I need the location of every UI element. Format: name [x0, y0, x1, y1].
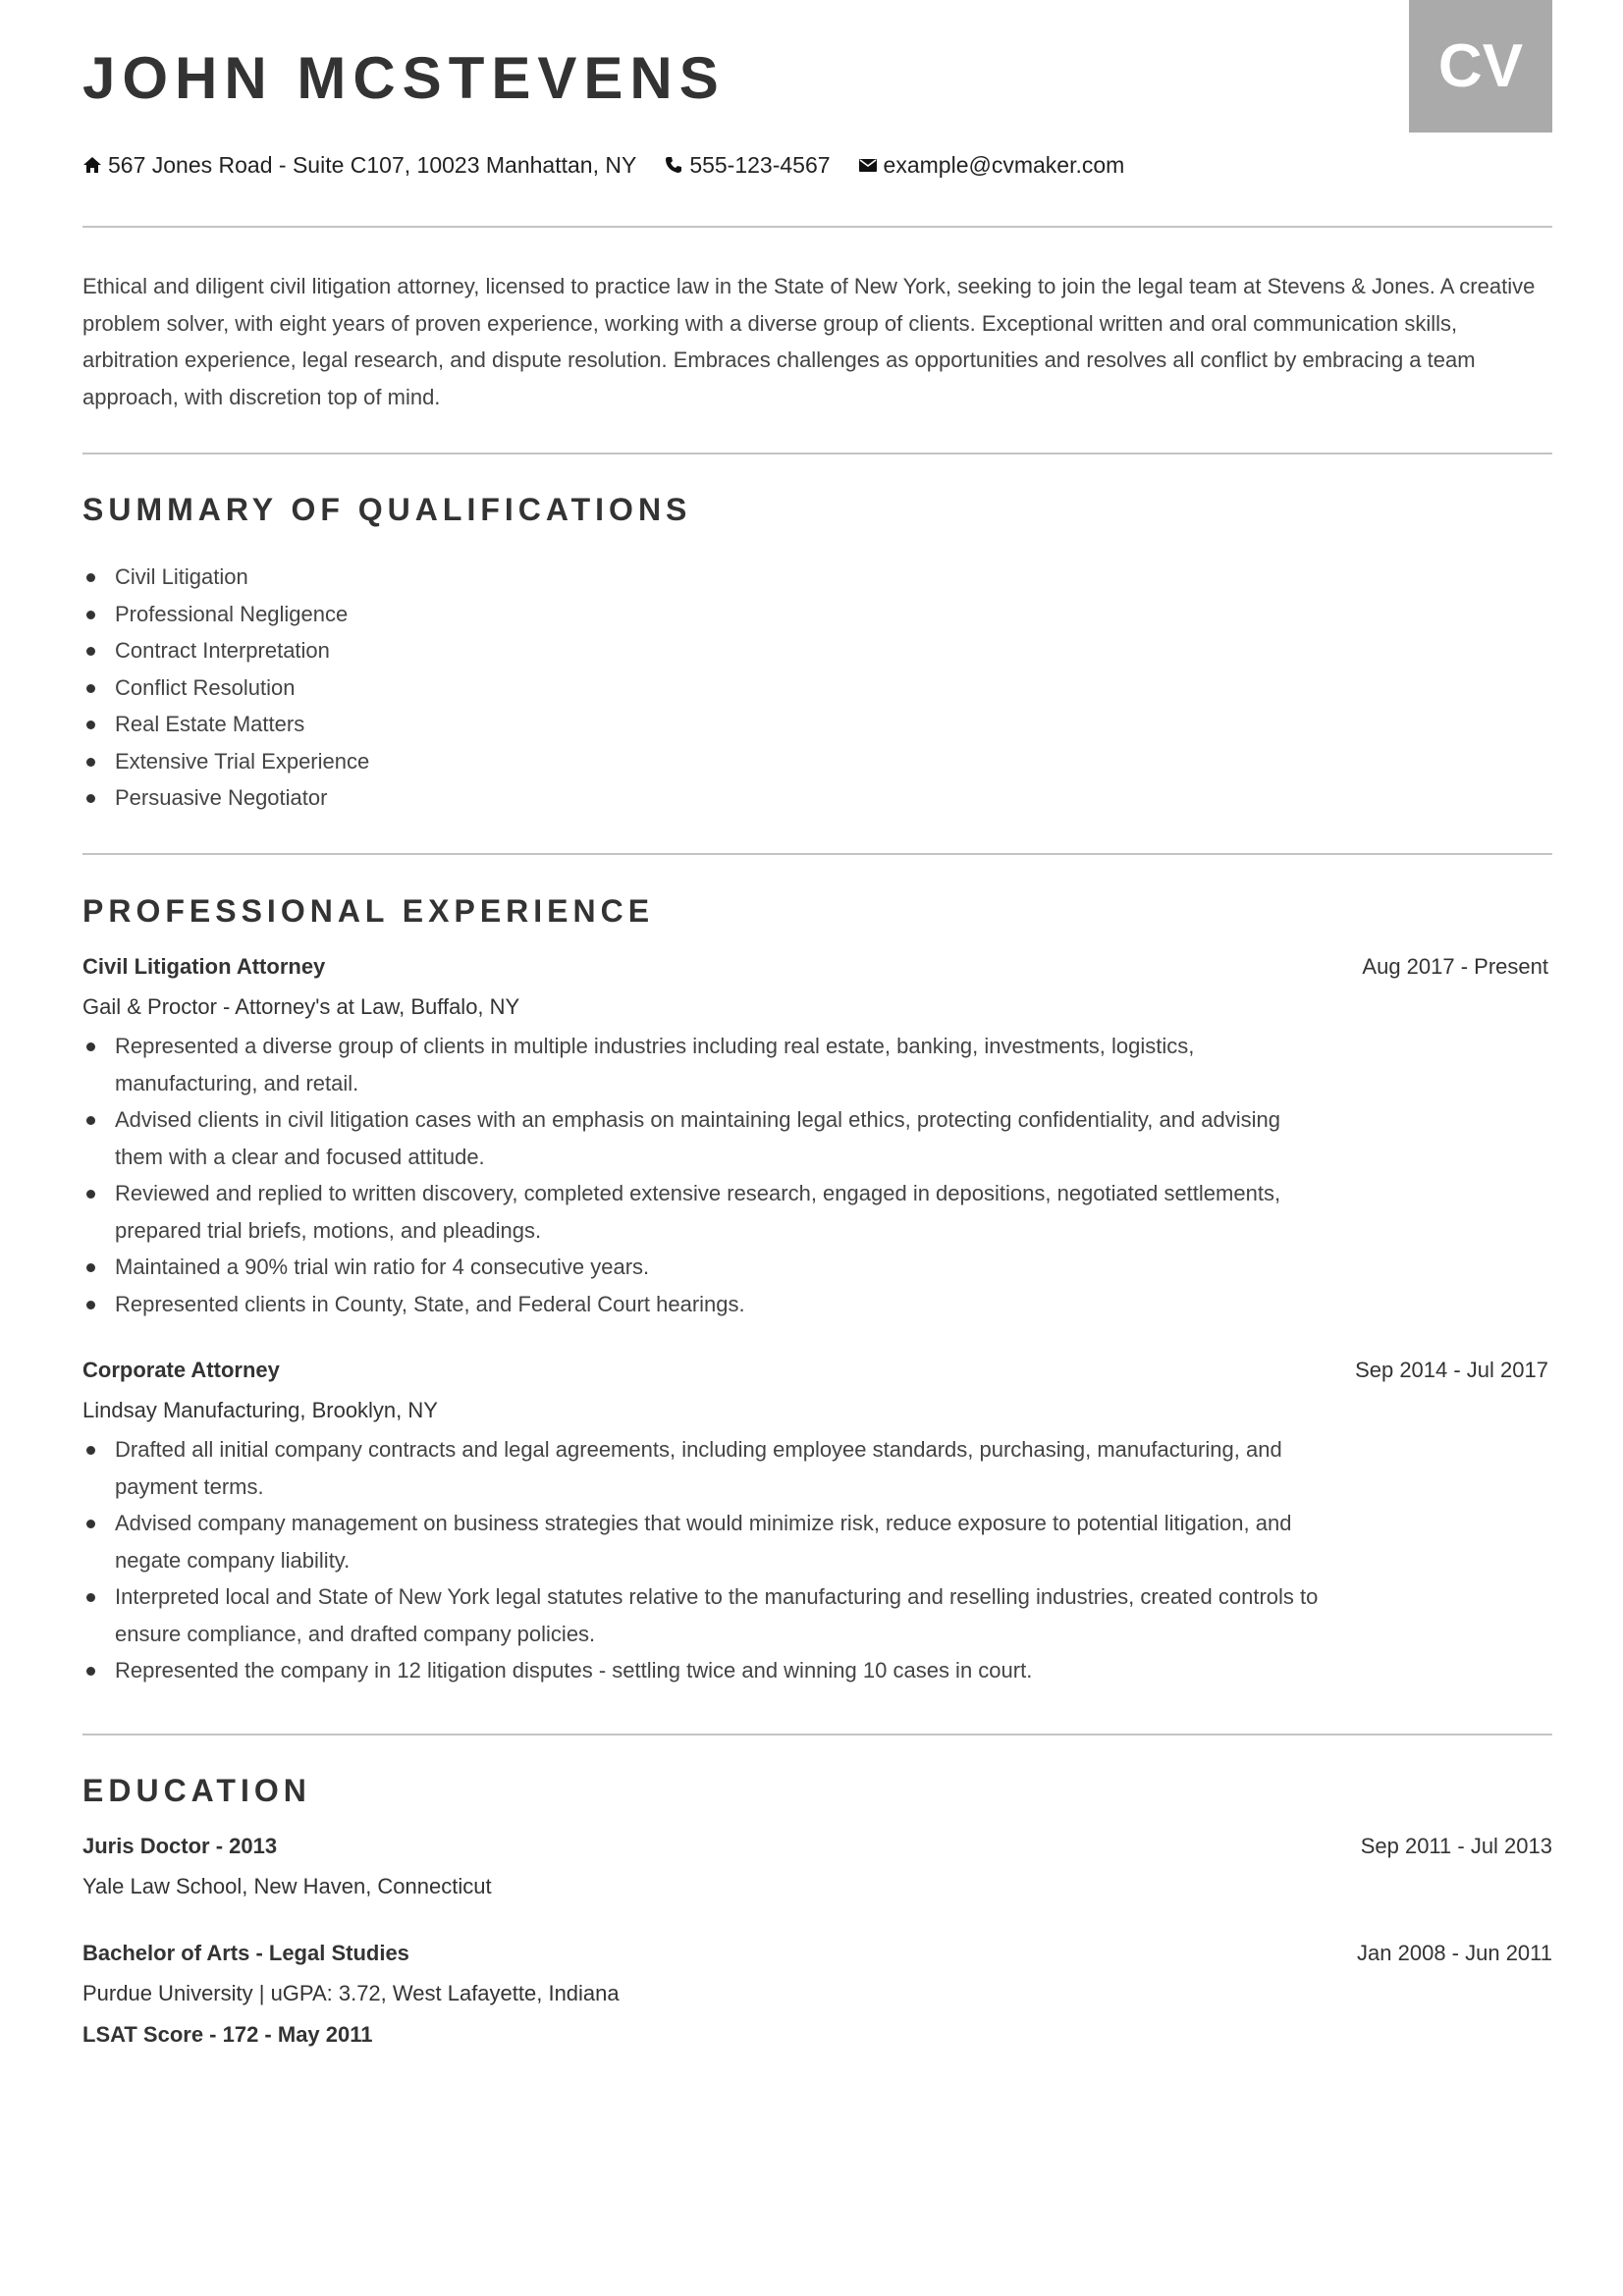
divider: [82, 453, 1552, 454]
list-item: Contract Interpretation: [82, 632, 1552, 669]
address: [82, 149, 636, 181]
home-icon: [82, 155, 102, 175]
job-entry: [82, 1351, 1552, 1689]
cv-badge: CV: [1409, 0, 1552, 133]
phone-icon: [664, 155, 683, 175]
phone: [664, 149, 830, 181]
list-item: Represented the company in 12 litigation disputes - settling twice and winning 10 cases in court.: [82, 1652, 1320, 1689]
degree: Bachelor of Arts - Legal Studies: [82, 1941, 409, 1965]
divider: [82, 853, 1552, 855]
list-item: Persuasive Negotiator: [82, 779, 1552, 817]
envelope-icon: [858, 155, 878, 175]
school: Purdue University | uGPA: 3.72, West Lafayette, Indiana: [82, 1981, 620, 2005]
list-item: Maintained a 90% trial win ratio for 4 consecutive years.: [82, 1249, 1320, 1286]
list-item: Advised company management on business strategies that would minimize risk, reduce exposure to potential litigation, and negate company liability.: [82, 1505, 1320, 1578]
divider: [82, 1734, 1552, 1735]
job-bullets: [82, 1028, 1320, 1322]
list-item: Real Estate Matters: [82, 706, 1552, 743]
email: [858, 149, 1125, 181]
lsat-score: LSAT Score - 172 - May 2011: [82, 2022, 373, 2047]
job-title: Civil Litigation Attorney: [82, 954, 326, 979]
job-dates: Aug 2017 - Present: [1362, 954, 1548, 979]
education-dates: Jan 2008 - Jun 2011: [1357, 1941, 1552, 1965]
job-bullets: [82, 1431, 1320, 1689]
list-item: Conflict Resolution: [82, 669, 1552, 707]
job-company: Lindsay Manufacturing, Brooklyn, NY: [82, 1398, 438, 1422]
contact-info: [82, 149, 1552, 181]
job-title: Corporate Attorney: [82, 1358, 280, 1382]
profile-summary: Ethical and diligent civil litigation attorney, licensed to practice law in the State of New York, seeking to join the legal team at Stevens & Jones. A creative problem solver, with eight years of proven experience, working with a diverse group of clients. Exceptional written and oral communication skills, arbitration experience, legal research, and dispute resolution. Embraces challenges as opportunities and resolves all conflict by embracing a team approach, with discretion top of mind.: [82, 274, 1536, 409]
school: Yale Law School, New Haven, Connecticut: [82, 1874, 492, 1898]
education-dates: Sep 2011 - Jul 2013: [1360, 1834, 1552, 1858]
candidate-name: JOHN MCSTEVENS: [82, 45, 726, 111]
education-heading: EDUCATION: [82, 1773, 311, 1808]
job-dates: Sep 2014 - Jul 2017: [1355, 1358, 1548, 1382]
list-item: Drafted all initial company contracts and legal agreements, including employee standards, purchasing, manufacturing, and payment terms.: [82, 1431, 1320, 1505]
email-text[interactable]: example@cvmaker.com: [883, 152, 1125, 178]
education-entry: [82, 1934, 1552, 2056]
phone-text: 555-123-4567: [689, 152, 831, 178]
list-item: Advised clients in civil litigation cases with an emphasis on maintaining legal ethics, protecting confidentiality, and advising them with a clear and focused attitude.: [82, 1101, 1320, 1175]
list-item: Civil Litigation: [82, 559, 1552, 596]
list-item: Interpreted local and State of New York legal statutes relative to the manufacturing and reselling industries, created controls to ensure compliance, and drafted company policies.: [82, 1578, 1320, 1652]
education-entry: [82, 1827, 1552, 1907]
qualifications-list: [82, 559, 1552, 817]
degree: Juris Doctor - 2013: [82, 1834, 278, 1858]
list-item: Represented a diverse group of clients in multiple industries including real estate, banking, investments, logistics, manufacturing, and retail.: [82, 1028, 1320, 1101]
job-entry: [82, 947, 1552, 1322]
list-item: Extensive Trial Experience: [82, 743, 1552, 780]
address-text: 567 Jones Road - Suite C107, 10023 Manhattan, NY: [108, 152, 637, 178]
qualifications-heading: SUMMARY OF QUALIFICATIONS: [82, 492, 692, 527]
list-item: Professional Negligence: [82, 596, 1552, 633]
list-item: Reviewed and replied to written discovery, completed extensive research, engaged in depositions, negotiated settlements, prepared trial briefs, motions, and pleadings.: [82, 1175, 1320, 1249]
divider: [82, 226, 1552, 228]
job-company: Gail & Proctor - Attorney's at Law, Buffalo, NY: [82, 994, 520, 1019]
list-item: Represented clients in County, State, and Federal Court hearings.: [82, 1286, 1320, 1323]
experience-heading: PROFESSIONAL EXPERIENCE: [82, 893, 655, 929]
